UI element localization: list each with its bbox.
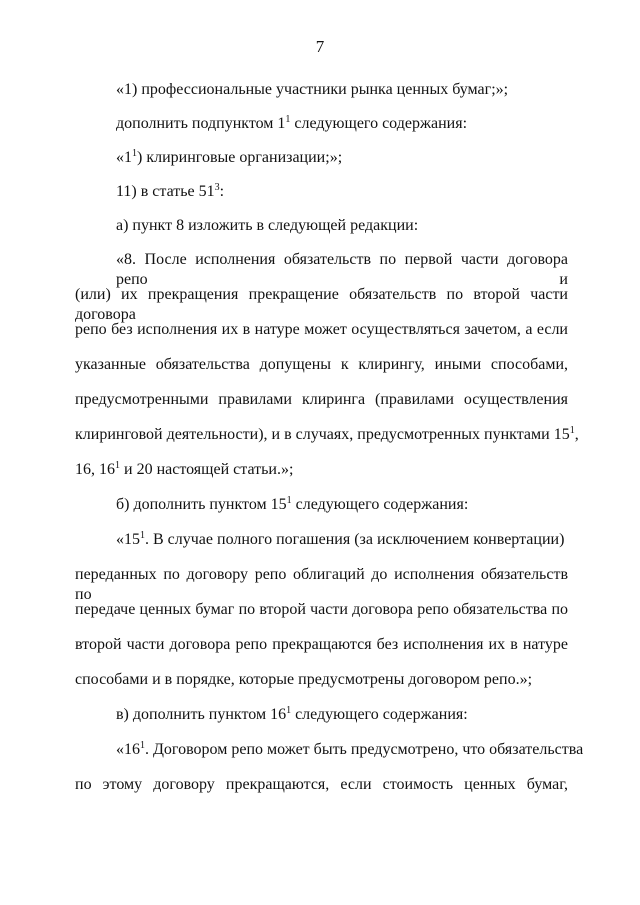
instruction-v: в) дополнить пунктом $16^1$ следующего содержания: [116, 705, 468, 723]
list-item-1: «1) профессиональные участники рынка ценных бумаг;»; [116, 81, 509, 98]
paragraph-8-line: 16, $16^1$ и 20 настоящей статьи.»; [75, 460, 294, 478]
paragraph-15-1-line: «$15^1$. В случае полного погашения (за исключением конвертации) [116, 530, 565, 548]
paragraph-15-1-line: передаче ценных бумаг по второй части договора репо обязательства по [75, 601, 568, 618]
paragraph-8-line: (или) их прекращения прекращение обязательств по второй части договора [75, 286, 568, 323]
paragraph-16-1-line: «$16^1$. Договором репо может быть предусмотрено, что обязательства [116, 740, 584, 758]
instruction-b: б) дополнить пунктом $15^1$ следующего содержания: [116, 495, 469, 513]
paragraph-8-line: «8. После исполнения обязательств по первой части договора репо и [116, 251, 568, 288]
instruction-a: а) пункт 8 изложить в следующей редакции: [116, 217, 419, 234]
article-heading: 11) в статье $51^3$: [116, 182, 225, 200]
paragraph-8-line: предусмотренными правилами клиринга (правилами осуществления [75, 391, 568, 408]
paragraph-8-line: указанные обязательства допущены к клирингу, иными способами, [75, 356, 568, 373]
paragraph-8-line: клиринговой деятельности), и в случаях, предусмотренных пунктами $15^1$, [75, 425, 579, 443]
page-number: 7 [315, 37, 325, 56]
instruction-add-subitem: дополнить подпунктом $1^1$ следующего содержания: [116, 114, 468, 132]
paragraph-15-1-line: способами и в порядке, которые предусмотрены договором репо.»; [75, 671, 533, 688]
paragraph-16-1-line: по этому договору прекращаются, если стоимость ценных бумаг, [75, 776, 568, 793]
paragraph-8-line: репо без исполнения их в натуре может осуществляться зачетом, а если [75, 321, 568, 338]
paragraph-15-1-line: переданных по договору репо облигаций до исполнения обязательств по [75, 566, 568, 603]
paragraph-15-1-line: второй части договора репо прекращаются без исполнения их в натуре [75, 636, 568, 653]
list-item-1-1: «$1^1$) клиринговые организации;»; [116, 148, 343, 166]
